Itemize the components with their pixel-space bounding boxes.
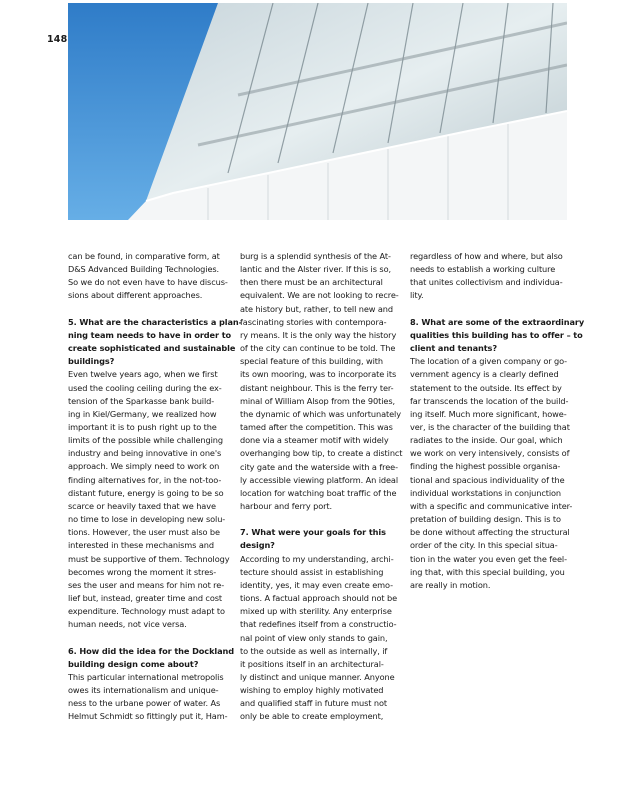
question-heading-line: buildings? <box>68 356 115 367</box>
question-heading-line: 7. What were your goals for this <box>240 527 386 538</box>
page-number: 148 <box>47 34 68 45</box>
body-text-line: distant neighbour. This is the ferry ter- <box>240 382 394 393</box>
body-text-line: Helmut Schmidt so fittingly put it, Ham- <box>68 711 228 722</box>
body-text-line: sions about different approaches. <box>68 290 203 301</box>
body-text-line: done via a steamer motif with widely <box>240 435 389 446</box>
body-text-line: must be supportive of them. Technology <box>68 553 230 564</box>
body-text-line: city gate and the waterside with a free- <box>240 461 398 472</box>
body-text-line: it positions itself in an architectural- <box>240 658 384 669</box>
body-text-line: be done without affecting the structural <box>410 527 570 538</box>
body-text-line: are really in motion. <box>410 579 491 590</box>
question-heading-line: 8. What are some of the extraordinary <box>410 316 585 327</box>
body-text-line: we work on very intensively, consists of <box>410 448 570 459</box>
body-text-line: finding alternatives for, in the not-too- <box>68 474 222 485</box>
body-text-line: only be able to create employment, <box>240 711 384 722</box>
body-text-line: statement to the outside. Its effect by <box>410 382 562 393</box>
question-heading-line: create sophisticated and sustainable <box>68 343 236 354</box>
body-text-line: regardless of how and where, but also <box>410 251 563 261</box>
body-text-line: limits of the possible while challenging <box>68 435 223 446</box>
body-text-line: ly distinct and unique manner. Anyone <box>240 671 395 682</box>
body-text-line: ing itself. Much more significant, howe- <box>410 408 567 419</box>
body-text-line: equivalent. We are not looking to recre- <box>240 290 399 301</box>
body-text-line: the dynamic of which was unfortunately <box>240 408 401 419</box>
body-text-line: far transcends the location of the build- <box>410 395 569 406</box>
body-text-line: So we do not even have to have discus- <box>68 277 228 288</box>
body-text-line: location for watching boat traffic of the <box>240 487 397 498</box>
body-text-line: D&S Advanced Building Technologies. <box>68 264 220 275</box>
paragraph-gap <box>68 632 218 645</box>
body-text-line: interested in these mechanisms and <box>68 540 214 551</box>
body-text-line: that redefines itself from a constructio- <box>240 619 397 630</box>
body-text-line: mixed up with sterility. Any enterprise <box>240 606 392 617</box>
body-text-line: ver, is the character of the building that <box>410 422 570 433</box>
body-text-line: tecture should assist in establishing <box>240 566 384 577</box>
body-text-line: industry and being innovative in one's <box>68 448 222 459</box>
body-text-line: ness to the urbane power of water. As <box>68 698 221 709</box>
body-text-line: ing that, with this special building, you <box>410 566 565 577</box>
body-text-line: tions. A factual approach should not be <box>240 593 398 604</box>
body-text-line: to the outside as well as internally, if <box>240 645 388 656</box>
body-text-line: order of the city. In this special situa- <box>410 540 558 551</box>
body-text-line: ing in Kiel/Germany, we realized how <box>68 408 217 419</box>
body-text-line: minal of William Alsop from the 90ties, <box>240 395 395 406</box>
question-heading-line: client and tenants? <box>410 343 497 354</box>
paragraph-gap <box>410 303 560 316</box>
body-text-line: wishing to employ highly motivated <box>240 685 384 696</box>
paragraph-gap <box>240 513 390 526</box>
body-text-line: its own mooring, was to incorporate its <box>240 369 397 380</box>
body-text-line: overhanging bow tip, to create a distinct <box>240 448 403 459</box>
body-text-line: ry means. It is the only way the history <box>240 329 397 340</box>
body-text-line: fascinating stories with contempora- <box>240 316 387 327</box>
body-text-line: human needs, not vice versa. <box>68 619 187 630</box>
body-text-line: lity. <box>410 290 424 301</box>
body-text-line: The location of a given company or go- <box>410 356 568 367</box>
body-text-line: tions. However, the user must also be <box>68 527 220 538</box>
body-text-line: tional and spacious individuality of the <box>410 474 565 485</box>
text-column-2 <box>240 250 403 724</box>
paragraph-gap <box>68 303 218 316</box>
text-column-1 <box>68 250 242 724</box>
body-text-line: distant future, energy is going to be so <box>68 487 224 498</box>
question-heading-line: building design come about? <box>68 658 199 669</box>
body-text-line: According to my understanding, archi- <box>240 553 394 564</box>
body-text-line: ate history but, rather, to tell new and <box>240 303 393 314</box>
body-text-line: important it is to push right up to the <box>68 422 217 433</box>
body-text-line: owes its internationalism and unique- <box>68 685 219 696</box>
body-text-line: expenditure. Technology must adapt to <box>68 606 225 617</box>
body-text-line: lief but, instead, greater time and cost <box>68 593 223 604</box>
body-text-line: no time to lose in developing new solu- <box>68 514 226 525</box>
question-heading-line: design? <box>240 540 275 551</box>
question-heading-line: 5. What are the characteristics a plan- <box>68 316 242 327</box>
body-text-line: individual workstations in conjunction <box>410 487 561 498</box>
body-text-line: burg is a splendid synthesis of the At- <box>240 251 391 261</box>
body-text-line: ly accessible viewing platform. An ideal <box>240 474 399 485</box>
body-text-line: This particular international metropolis <box>68 671 224 682</box>
body-text-line: nal point of view only stands to gain, <box>240 632 388 643</box>
body-text-line: radiates to the inside. Our goal, which <box>410 435 563 446</box>
body-text-line: tension of the Sparkasse bank build- <box>68 395 215 406</box>
building-facade-photo <box>68 3 567 220</box>
body-text-line: becomes wrong the moment it stres- <box>68 566 217 577</box>
body-text-line: ses the user and means for him not re- <box>68 579 225 590</box>
body-text-line: and qualified staff in future must not <box>240 698 388 709</box>
question-heading-line: qualities this building has to offer – to <box>410 329 583 340</box>
body-text-line: harbour and ferry port. <box>240 500 332 511</box>
body-text-line: can be found, in comparative form, at <box>68 251 220 261</box>
body-text-line: that unites collectivism and individua- <box>410 277 563 288</box>
body-text-line: of the city can continue to be told. The <box>240 343 396 354</box>
text-column-3 <box>410 250 585 592</box>
body-text-line: tion in the water you even get the feel- <box>410 553 567 564</box>
body-text-line: identity, yes, it may even create emo- <box>240 579 393 590</box>
body-text-line: used the cooling ceiling during the ex- <box>68 382 222 393</box>
body-text-line: finding the highest possible organisa- <box>410 461 561 472</box>
body-text-line: needs to establish a working culture <box>410 264 556 275</box>
body-text-line: scarce or heavily taxed that we have <box>68 500 216 511</box>
body-text-line: vernment agency is a clearly defined <box>410 369 559 380</box>
body-text-line: Even twelve years ago, when we first <box>68 369 218 380</box>
body-text-line: with a specific and communicative inter- <box>410 500 573 511</box>
question-heading-line: ning team needs to have in order to <box>68 329 232 340</box>
body-text-line: approach. We simply need to work on <box>68 461 220 472</box>
body-text-line: pretation of building design. This is to <box>410 514 561 525</box>
body-text-line: lantic and the Alster river. If this is so, <box>240 264 391 275</box>
body-text-line: special feature of this building, with <box>240 356 383 367</box>
question-heading-line: 6. How did the idea for the Dockland <box>68 645 235 656</box>
body-text-line: tamed after the competition. This was <box>240 422 393 433</box>
body-text-line: then there must be an architectural <box>240 277 383 288</box>
